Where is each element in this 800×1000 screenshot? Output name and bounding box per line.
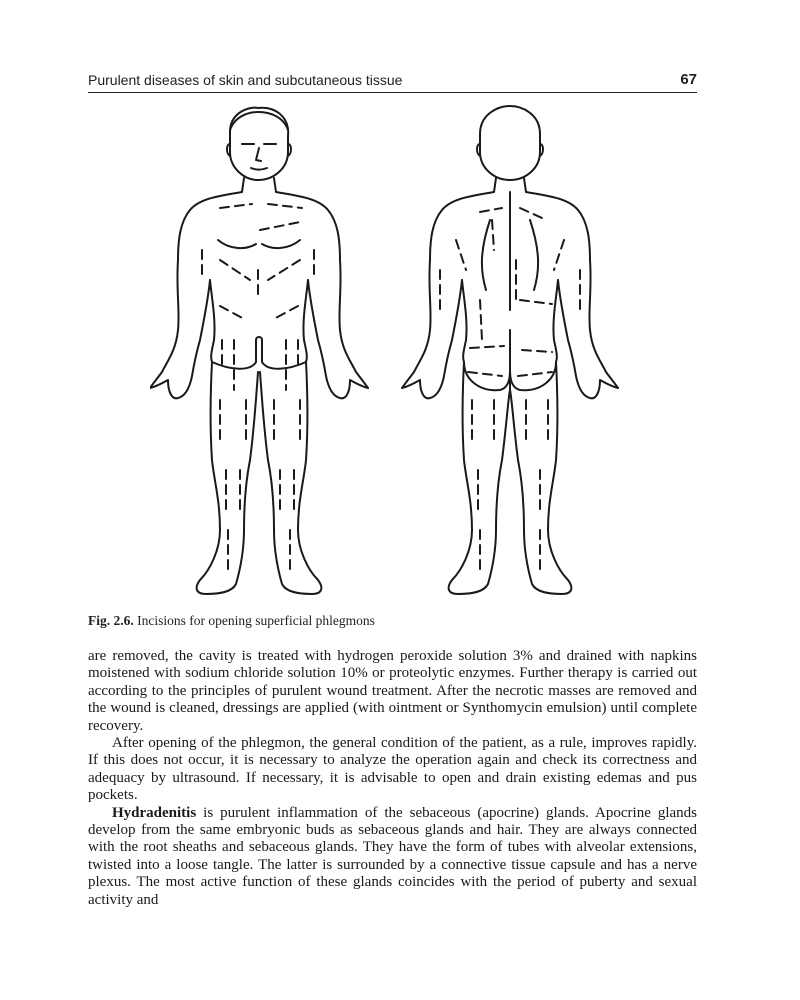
paragraph-1: are removed, the cavity is treated with hydrogen peroxide solution 3% and drained with napkins moistened with sodium chloride solution 10% or proteolytic enzymes. Further therapy is carried out according to the principles of purulent wound treatment. After the necrotic masses are removed and the wound is cleaned, dressings are applied (with ointment or Synthomycin emulsion) until complete recovery.: [88, 648, 697, 734]
term-hydradenitis: Hydradenitis: [112, 804, 197, 821]
figure-incisions: [150, 100, 630, 605]
figure-drawing: [150, 100, 630, 605]
header-title: Purulent diseases of skin and subcutaneous tissue: [88, 72, 403, 88]
back-body-outline: [402, 106, 618, 594]
body-text: [88, 648, 697, 909]
page-number: 67: [680, 71, 697, 88]
paragraph-3-text: is purulent inflammation of the sebaceous (apocrine) glands. Apocrine glands develop from the same embryonic buds as sebaceous glands and hair. They are always connected with the root sheaths and sebaceous glands. They have the form of tubes with alveolar extensions, twisted into a loose tangle. The latter is surrounded by a connective tissue capsule and has a nerve plexus. The most active function of these glands coincides with the period of puberty and sexual activity and: [88, 804, 697, 908]
caption-text: Incisions for opening superficial phlegmons: [137, 613, 375, 628]
running-header: [88, 72, 697, 93]
caption-label: Fig. 2.6.: [88, 613, 134, 628]
paragraph-3: [88, 805, 697, 909]
figure-caption: [88, 613, 375, 629]
front-body-outline: [150, 108, 368, 594]
paragraph-2: After opening of the phlegmon, the general condition of the patient, as a rule, improves rapidly. If this does not occur, it is necessary to analyze the operation again and check its correctness and adequacy by ultrasound. If necessary, it is advisable to open and drain existing edemas and pus pockets.: [88, 735, 697, 804]
